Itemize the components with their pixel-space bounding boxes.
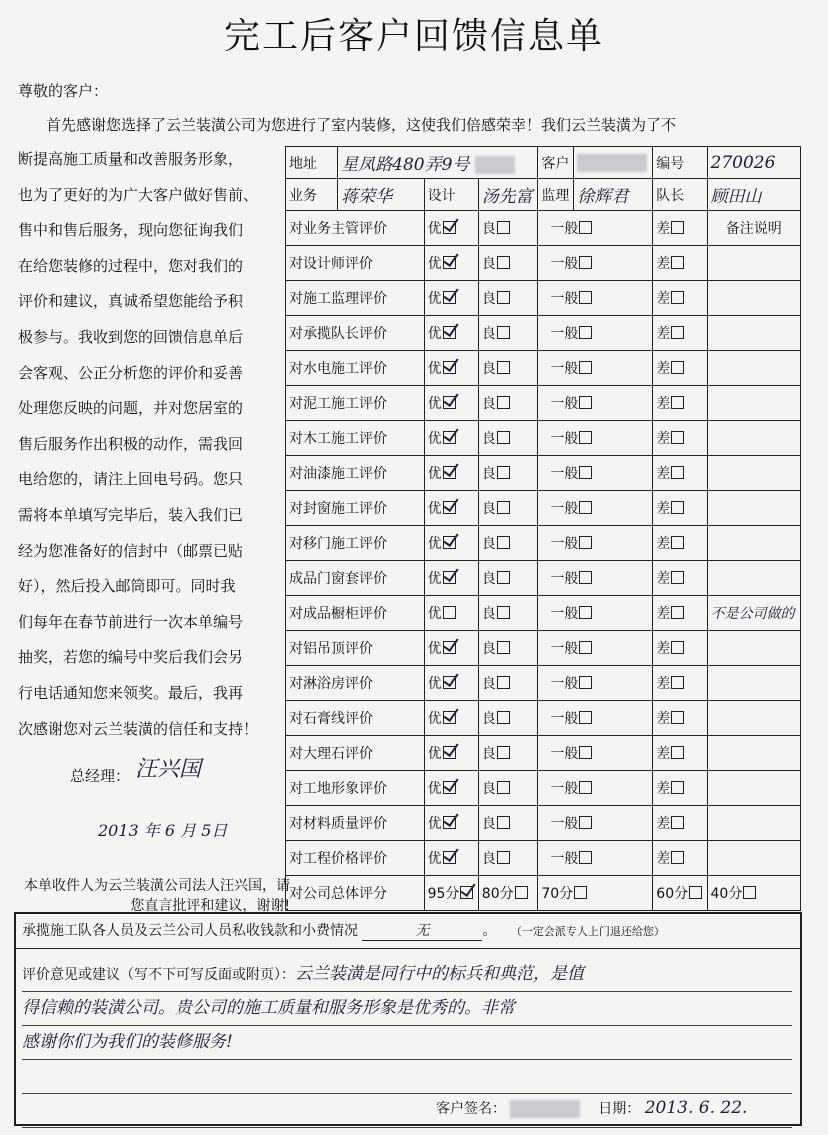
checkbox-excellent[interactable] (443, 676, 456, 689)
overall-score-option[interactable]: 80分 (478, 876, 538, 911)
checkbox-poor[interactable] (671, 746, 684, 759)
checkbox-score[interactable] (743, 886, 756, 899)
grade-excellent[interactable]: 优 (424, 561, 478, 596)
grade-fair[interactable]: 一般 (538, 211, 653, 246)
checkbox-good[interactable] (497, 221, 510, 234)
grade-poor[interactable]: 差 (653, 596, 707, 631)
comment-line[interactable]: 评价意见或建议（写不下可写反面或附页）：云兰装潢是同行中的标兵和典范，是值 (22, 958, 792, 992)
design-value: 汤先富 (478, 179, 538, 211)
grade-poor[interactable]: 差 (653, 736, 707, 771)
evaluation-row (286, 841, 801, 876)
checkbox-fair[interactable] (579, 606, 592, 619)
tips-label: 承揽施工队各人员及云兰公司人员私收钱款和小费情况 (22, 923, 358, 939)
checkbox-good[interactable] (497, 431, 510, 444)
remark-cell[interactable] (707, 631, 800, 666)
header-row-2 (286, 179, 801, 211)
address-value: 星凤路480弄9号 (341, 155, 470, 175)
evaluation-row (286, 211, 801, 246)
checkbox-excellent[interactable] (443, 746, 456, 759)
tips-row: 承揽施工队各人员及云兰公司人员私收钱款和小费情况 无 。 （一定会派专人上门退还给您） (22, 920, 665, 941)
checkbox-good[interactable] (497, 711, 510, 724)
grade-poor[interactable]: 差 (653, 841, 707, 876)
redacted-customer-signature (510, 1100, 580, 1118)
evaluation-row (286, 316, 801, 351)
checkbox-score[interactable] (574, 886, 587, 899)
remark-cell[interactable] (707, 281, 800, 316)
remark-cell[interactable] (707, 246, 800, 281)
grade-excellent[interactable]: 优 (424, 736, 478, 771)
grade-excellent[interactable]: 优 (424, 526, 478, 561)
number-label: 编号 (653, 147, 707, 179)
row-label: 对铝吊顶评价 (286, 631, 425, 666)
checkbox-good[interactable] (497, 466, 510, 479)
evaluation-table (285, 146, 801, 911)
date-value[interactable]: 2013. 6. 22. (644, 1098, 748, 1118)
checkbox-fair[interactable] (579, 291, 592, 304)
checkbox-excellent[interactable] (443, 536, 456, 549)
customer-sign-label: 客户签名： (436, 1101, 506, 1117)
checkbox-poor[interactable] (671, 851, 684, 864)
checkbox-poor[interactable] (671, 676, 684, 689)
overall-score-option[interactable]: 70分 (538, 876, 653, 911)
checkbox-good[interactable] (497, 536, 510, 549)
checkbox-score[interactable] (515, 886, 528, 899)
remark-cell[interactable] (707, 386, 800, 421)
checkbox-poor[interactable] (671, 571, 684, 584)
grade-poor[interactable]: 差 (653, 771, 707, 806)
remark-cell[interactable] (707, 666, 800, 701)
checkbox-score[interactable] (460, 886, 473, 899)
row-label: 对大理石评价 (286, 736, 425, 771)
checkbox-good[interactable] (497, 571, 510, 584)
intro-line: 断提高施工质量和改善服务形象， (18, 150, 244, 168)
row-label: 对木工施工评价 (286, 421, 425, 456)
intro-line: 电给您的，请注上回电号码。您只 (18, 470, 244, 489)
captain-value: 顾田山 (707, 179, 800, 211)
checkbox-fair[interactable] (579, 641, 592, 654)
date-label: 日期： (598, 1101, 641, 1117)
checkbox-excellent[interactable] (443, 816, 456, 829)
grade-excellent[interactable]: 优 (424, 316, 478, 351)
tips-note: （一定会派专人上门退还给您） (510, 925, 665, 938)
checkbox-good[interactable] (497, 816, 510, 829)
grade-poor[interactable]: 差 (653, 421, 707, 456)
intro-line: 抽奖，若您的编号中奖后我们会另 (18, 648, 244, 667)
checkbox-poor[interactable] (671, 466, 684, 479)
checkbox-fair[interactable] (579, 781, 592, 794)
checkbox-fair[interactable] (579, 676, 592, 689)
checkbox-poor[interactable] (671, 361, 684, 374)
checkbox-good[interactable] (497, 851, 510, 864)
remark-cell[interactable] (707, 316, 800, 351)
intro-line: 售中和售后服务，现向您征询我们 (18, 221, 244, 240)
design-label: 设计 (424, 179, 478, 211)
intro-line: 在给您装修的过程中，您对我们的 (18, 256, 244, 275)
grade-excellent[interactable]: 优 (424, 211, 478, 246)
remark-cell[interactable] (707, 841, 800, 876)
checkbox-poor[interactable] (671, 711, 684, 724)
checkbox-fair[interactable] (579, 396, 592, 409)
grade-excellent[interactable]: 优 (424, 631, 478, 666)
grade-poor[interactable]: 差 (653, 806, 707, 841)
grade-fair[interactable]: 一般 (538, 386, 653, 421)
grade-excellent[interactable]: 优 (424, 806, 478, 841)
grade-fair[interactable]: 一般 (538, 666, 653, 701)
checkbox-good[interactable] (497, 326, 510, 339)
checkbox-excellent[interactable] (443, 466, 456, 479)
general-manager-signature: 汪兴国 (135, 757, 202, 782)
checkbox-good[interactable] (497, 781, 510, 794)
address-label: 地址 (286, 147, 338, 179)
overall-score-row (286, 876, 801, 911)
number-value: 270026 (707, 147, 800, 179)
captain-label: 队长 (653, 179, 707, 211)
checkbox-excellent[interactable] (443, 781, 456, 794)
checkbox-excellent[interactable] (443, 851, 456, 864)
checkbox-poor[interactable] (671, 501, 684, 514)
intro-line: 经为您准备好的信封中（邮票已贴 (18, 541, 244, 560)
remark-cell[interactable] (707, 351, 800, 386)
overall-score-option[interactable]: 60分 (653, 876, 707, 911)
comment-line[interactable] (22, 1060, 792, 1094)
checkbox-score[interactable] (689, 886, 702, 899)
sales-label: 业务 (286, 179, 338, 211)
evaluation-row (286, 806, 801, 841)
checkbox-good[interactable] (497, 291, 510, 304)
row-label: 对成品橱柜评价 (286, 596, 425, 631)
grade-good[interactable]: 良 (478, 736, 538, 771)
grade-fair[interactable]: 一般 (538, 596, 653, 631)
remark-cell[interactable] (707, 771, 800, 806)
checkbox-excellent[interactable] (443, 711, 456, 724)
checkbox-fair[interactable] (579, 326, 592, 339)
checkbox-fair[interactable] (579, 746, 592, 759)
grade-fair[interactable]: 一般 (538, 806, 653, 841)
checkbox-poor[interactable] (671, 256, 684, 269)
grade-fair[interactable]: 一般 (538, 456, 653, 491)
page-title: 完工后客户回馈信息单 (223, 16, 604, 57)
grade-poor[interactable]: 差 (653, 351, 707, 386)
checkbox-fair[interactable] (579, 571, 592, 584)
checkbox-good[interactable] (497, 606, 510, 619)
grade-good[interactable]: 良 (478, 281, 538, 316)
grade-good[interactable]: 良 (478, 246, 538, 281)
checkbox-excellent[interactable] (443, 256, 456, 269)
intro-line: 售后服务作出积极的动作，需我回 (18, 434, 244, 453)
intro-line: 处理您反映的问题，并对您居室的 (18, 399, 244, 418)
grade-poor[interactable]: 差 (653, 211, 707, 246)
checkbox-excellent[interactable] (443, 641, 456, 654)
evaluation-row (286, 491, 801, 526)
grade-good[interactable]: 良 (478, 771, 538, 806)
remark-cell[interactable] (707, 526, 800, 561)
checkbox-good[interactable] (497, 256, 510, 269)
checkbox-poor[interactable] (671, 816, 684, 829)
grade-poor[interactable]: 差 (653, 491, 707, 526)
evaluation-row (286, 456, 801, 491)
evaluation-row (286, 526, 801, 561)
supervisor-label: 监理 (538, 179, 574, 211)
grade-good[interactable]: 良 (478, 596, 538, 631)
grade-fair[interactable]: 一般 (538, 491, 653, 526)
grade-poor[interactable]: 差 (653, 631, 707, 666)
evaluation-row (286, 596, 801, 631)
grade-poor[interactable]: 差 (653, 316, 707, 351)
sign-date: 2013 年 6 月 5日 (98, 821, 228, 840)
grade-good[interactable]: 良 (478, 701, 538, 736)
evaluation-row (286, 421, 801, 456)
evaluation-row (286, 561, 801, 596)
supervisor-value: 徐辉君 (574, 179, 653, 211)
checkbox-good[interactable] (497, 641, 510, 654)
customer-label: 客户 (538, 147, 574, 179)
grade-good[interactable]: 良 (478, 316, 538, 351)
evaluation-row (286, 351, 801, 386)
redacted-address (475, 156, 515, 174)
row-label: 对油漆施工评价 (286, 456, 425, 491)
checkbox-good[interactable] (497, 676, 510, 689)
grade-good[interactable]: 良 (478, 631, 538, 666)
grade-excellent[interactable]: 优 (424, 351, 478, 386)
grade-fair[interactable]: 一般 (538, 736, 653, 771)
checkbox-poor[interactable] (671, 431, 684, 444)
intro-text (18, 147, 288, 752)
remark-cell[interactable] (707, 491, 800, 526)
grade-poor[interactable]: 差 (653, 246, 707, 281)
checkbox-good[interactable] (497, 746, 510, 759)
grade-fair[interactable]: 一般 (538, 526, 653, 561)
intro-line: 评价和建议，真诚希望您能给予积 (18, 292, 244, 311)
checkbox-fair[interactable] (579, 536, 592, 549)
checkbox-poor[interactable] (671, 396, 684, 409)
intro-line: 行电话通知您来领奖。最后，我再 (18, 683, 244, 702)
grade-good[interactable]: 良 (478, 386, 538, 421)
evaluation-row (286, 281, 801, 316)
intro-line: 们每年在春节前进行一次本单编号 (18, 612, 244, 631)
grade-poor[interactable]: 差 (653, 281, 707, 316)
row-label: 对封窗施工评价 (286, 491, 425, 526)
checkbox-poor[interactable] (671, 536, 684, 549)
grade-fair[interactable]: 一般 (538, 631, 653, 666)
checkbox-fair[interactable] (579, 361, 592, 374)
grade-excellent[interactable]: 优 (424, 281, 478, 316)
grade-poor[interactable]: 差 (653, 526, 707, 561)
evaluation-row (286, 386, 801, 421)
checkbox-poor[interactable] (671, 606, 684, 619)
remark-cell[interactable] (707, 701, 800, 736)
checkbox-excellent[interactable] (443, 361, 456, 374)
evaluation-row (286, 666, 801, 701)
grade-good[interactable]: 良 (478, 351, 538, 386)
grade-excellent[interactable]: 优 (424, 246, 478, 281)
grade-excellent[interactable]: 优 (424, 456, 478, 491)
greeting: 尊敬的客户： (18, 82, 109, 100)
grade-fair[interactable]: 一般 (538, 561, 653, 596)
grade-good[interactable]: 良 (478, 666, 538, 701)
row-label: 成品门窗套评价 (286, 561, 425, 596)
grade-poor[interactable]: 差 (653, 666, 707, 701)
row-label: 对工地形象评价 (286, 771, 425, 806)
intro-line: 好），然后投入邮筒即可。同时我 (18, 577, 236, 596)
row-label: 对设计师评价 (286, 246, 425, 281)
redacted-customer (577, 154, 647, 172)
checkbox-fair[interactable] (579, 466, 592, 479)
sales-value: 蒋荣华 (338, 179, 424, 211)
grade-fair[interactable]: 一般 (538, 351, 653, 386)
grade-excellent[interactable]: 优 (424, 841, 478, 876)
checkbox-fair[interactable] (579, 431, 592, 444)
grade-good[interactable]: 良 (478, 841, 538, 876)
grade-good[interactable]: 良 (478, 561, 538, 596)
checkbox-fair[interactable] (579, 501, 592, 514)
checkbox-fair[interactable] (579, 851, 592, 864)
grade-good[interactable]: 良 (478, 456, 538, 491)
checkbox-excellent[interactable] (443, 396, 456, 409)
grade-good[interactable]: 良 (478, 491, 538, 526)
intro-line: 次感谢您对云兰装潢的信任和支持！ (18, 719, 259, 738)
checkbox-fair[interactable] (579, 816, 592, 829)
remark-cell[interactable] (707, 561, 800, 596)
checkbox-excellent[interactable] (443, 501, 456, 514)
evaluation-row (286, 771, 801, 806)
intro-line: 需将本单填写完毕后，装入我们已 (18, 505, 244, 524)
evaluation-row (286, 631, 801, 666)
checkbox-poor[interactable] (671, 221, 684, 234)
grade-excellent[interactable]: 优 (424, 596, 478, 631)
checkbox-fair[interactable] (579, 256, 592, 269)
grade-poor[interactable]: 差 (653, 386, 707, 421)
grade-excellent[interactable]: 优 (424, 421, 478, 456)
recipient-note: 本单收件人为云兰装潢公司法人汪兴国，请您直言批评和建议，谢谢! (24, 878, 290, 914)
intro-line: 也为了更好的为广大客户做好售前、 (18, 185, 259, 204)
checkbox-excellent[interactable] (443, 326, 456, 339)
remark-cell[interactable]: 不是公司做的 (707, 596, 800, 631)
evaluation-row (286, 246, 801, 281)
grade-excellent[interactable]: 优 (424, 666, 478, 701)
checkbox-excellent[interactable] (443, 431, 456, 444)
signature-row (436, 1098, 747, 1118)
bottom-section (14, 912, 802, 1126)
overall-score-option[interactable]: 40分 (707, 876, 800, 911)
remark-cell[interactable] (707, 456, 800, 491)
comment-line[interactable]: 得信赖的装潢公司。贵公司的施工质量和服务形象是优秀的。非常 (22, 992, 792, 1026)
grade-poor[interactable]: 差 (653, 456, 707, 491)
row-label: 对移门施工评价 (286, 526, 425, 561)
checkbox-good[interactable] (497, 501, 510, 514)
remark-cell[interactable] (707, 736, 800, 771)
grade-excellent[interactable]: 优 (424, 491, 478, 526)
intro-first-line: 首先感谢您选择了云兰装潢公司为您进行了室内装修，这使我们倍感荣幸！我们云兰装潢为了不 (46, 116, 677, 134)
remark-cell[interactable] (707, 806, 800, 841)
checkbox-fair[interactable] (579, 221, 592, 234)
checkbox-poor[interactable] (671, 291, 684, 304)
grade-good[interactable]: 良 (478, 806, 538, 841)
general-manager-label: 总经理： (70, 767, 131, 785)
grade-poor[interactable]: 差 (653, 701, 707, 736)
grade-fair[interactable]: 一般 (538, 246, 653, 281)
grade-fair[interactable]: 一般 (538, 771, 653, 806)
row-label: 对石膏线评价 (286, 701, 425, 736)
grade-excellent[interactable]: 优 (424, 701, 478, 736)
grade-excellent[interactable]: 优 (424, 771, 478, 806)
overall-label: 对公司总体评分 (286, 876, 425, 911)
grade-good[interactable]: 良 (478, 211, 538, 246)
evaluation-row (286, 736, 801, 771)
checkbox-poor[interactable] (671, 781, 684, 794)
row-label: 对施工监理评价 (286, 281, 425, 316)
intro-line: 会客观、公正分析您的评价和妥善 (18, 363, 244, 382)
header-row-1 (286, 147, 801, 179)
comment-line[interactable]: 感谢你们为我们的装修服务! (22, 1026, 792, 1060)
intro-line: 极参与。我收到您的回馈信息单后 (18, 327, 244, 346)
grade-excellent[interactable]: 优 (424, 386, 478, 421)
grade-fair[interactable]: 一般 (538, 316, 653, 351)
checkbox-excellent[interactable] (443, 221, 456, 234)
checkbox-excellent[interactable] (443, 571, 456, 584)
remarks-header: 备注说明 (707, 211, 800, 246)
row-label: 对水电施工评价 (286, 351, 425, 386)
grade-fair[interactable]: 一般 (538, 841, 653, 876)
row-label: 对淋浴房评价 (286, 666, 425, 701)
checkbox-excellent[interactable] (443, 606, 456, 619)
tips-value[interactable]: 无 (362, 920, 482, 941)
grade-fair[interactable]: 一般 (538, 701, 653, 736)
grade-poor[interactable]: 差 (653, 561, 707, 596)
row-label: 对业务主管评价 (286, 211, 425, 246)
remark-cell[interactable] (707, 421, 800, 456)
row-label: 对工程价格评价 (286, 841, 425, 876)
row-label: 对材料质量评价 (286, 806, 425, 841)
grade-good[interactable]: 良 (478, 526, 538, 561)
evaluation-row (286, 701, 801, 736)
checkbox-poor[interactable] (671, 326, 684, 339)
grade-fair[interactable]: 一般 (538, 421, 653, 456)
checkbox-excellent[interactable] (443, 291, 456, 304)
overall-score-option[interactable]: 95分 (424, 876, 478, 911)
row-label: 对泥工施工评价 (286, 386, 425, 421)
row-label: 对承揽队长评价 (286, 316, 425, 351)
grade-good[interactable]: 良 (478, 421, 538, 456)
divider (16, 948, 800, 949)
grade-fair[interactable]: 一般 (538, 281, 653, 316)
checkbox-fair[interactable] (579, 711, 592, 724)
checkbox-good[interactable] (497, 396, 510, 409)
checkbox-good[interactable] (497, 361, 510, 374)
checkbox-poor[interactable] (671, 641, 684, 654)
